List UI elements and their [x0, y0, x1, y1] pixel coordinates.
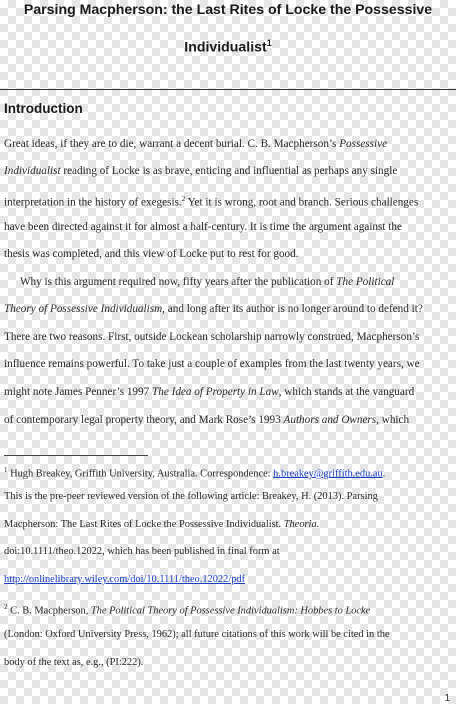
body-line: have been directed against it for almost a half-century. It is time the argument against the — [4, 221, 402, 233]
article-url-link[interactable]: http://onlinelibrary.wiley.com/doi/10.1111/theo.12022/pdf — [4, 574, 246, 585]
footnote-ref-2[interactable]: 2 — [181, 195, 186, 203]
body-line: Individualist reading of Locke is as brave, enticing and influential as perhaps any single — [4, 165, 398, 177]
title-footnote-mark[interactable]: 1 — [266, 38, 272, 48]
footnote-1: $^1$ Hugh Breakey, Griffith University, Australia. Correspondence: h.breakey@griffith.edu.au. — [4, 466, 386, 480]
body-line: interpretation in the history of exegesis.$^2$ Yet it is wrong, root and branch. Serious challenges — [4, 195, 419, 209]
body-line: Theory of Possessive Individualism, and long after its author is no longer around to defend it? — [4, 303, 423, 315]
footnote-line: body of the text as, e.g., (PI:222). — [4, 657, 144, 668]
body-line: influence remains powerful. To take just a couple of examples from the last twenty years, we — [4, 358, 420, 370]
body-line: thesis was completed, and this view of Locke put to rest for good. — [4, 248, 299, 260]
footnote-line: This is the pre-peer reviewed version of the following article: Breakey, H. (2013). Parsing — [4, 491, 378, 502]
footnote-mark: 2 — [4, 603, 8, 611]
title-text: Parsing Macpherson: the Last Rites of Locke the Possessive — [23, 2, 433, 18]
paper-title-line-1 — [1, 2, 455, 18]
footnote-line: doi:10.1111/theo.12022, which has been published in final form at — [4, 546, 280, 557]
email-link[interactable]: h.breakey@griffith.edu.au — [273, 468, 383, 480]
title-divider — [0, 89, 456, 90]
body-line: might note James Penner’s 1997 The Idea of Property in Law, which stands at the vanguard — [4, 386, 415, 398]
footnote-separator — [4, 455, 148, 456]
page-number: 1 — [444, 693, 450, 704]
footnote-line: (London: Oxford University Press, 1962); all future citations of this work will be cited in the — [4, 629, 390, 640]
body-line: Great ideas, if they are to die, warrant a decent burial. C. B. Macpherson’s Possessive — [4, 138, 388, 150]
footnote-2: $^2$ C. B. Macpherson, The Political Theory of Possessive Individualism: Hobbes to Locke — [4, 603, 371, 617]
body-line: of contemporary legal property theory, and Mark Rose’s 1993 Authors and Owners, which — [4, 414, 410, 426]
footnote-line — [4, 573, 245, 587]
section-heading: Introduction — [4, 101, 83, 116]
body-line: There are two reasons. First, outside Lockean scholarship narrowly construed, Macpherson’s — [4, 331, 420, 343]
title-text-cont: Individualist — [184, 39, 267, 56]
paper-title-line-2 — [1, 38, 455, 56]
footnote-mark: 1 — [4, 466, 8, 474]
body-line: Why is this argument required now, fifty years after the publication of The Political — [20, 276, 395, 288]
footnote-line: Macpherson: The Last Rites of Locke the Possessive Individualist. Theoria. — [4, 519, 320, 530]
